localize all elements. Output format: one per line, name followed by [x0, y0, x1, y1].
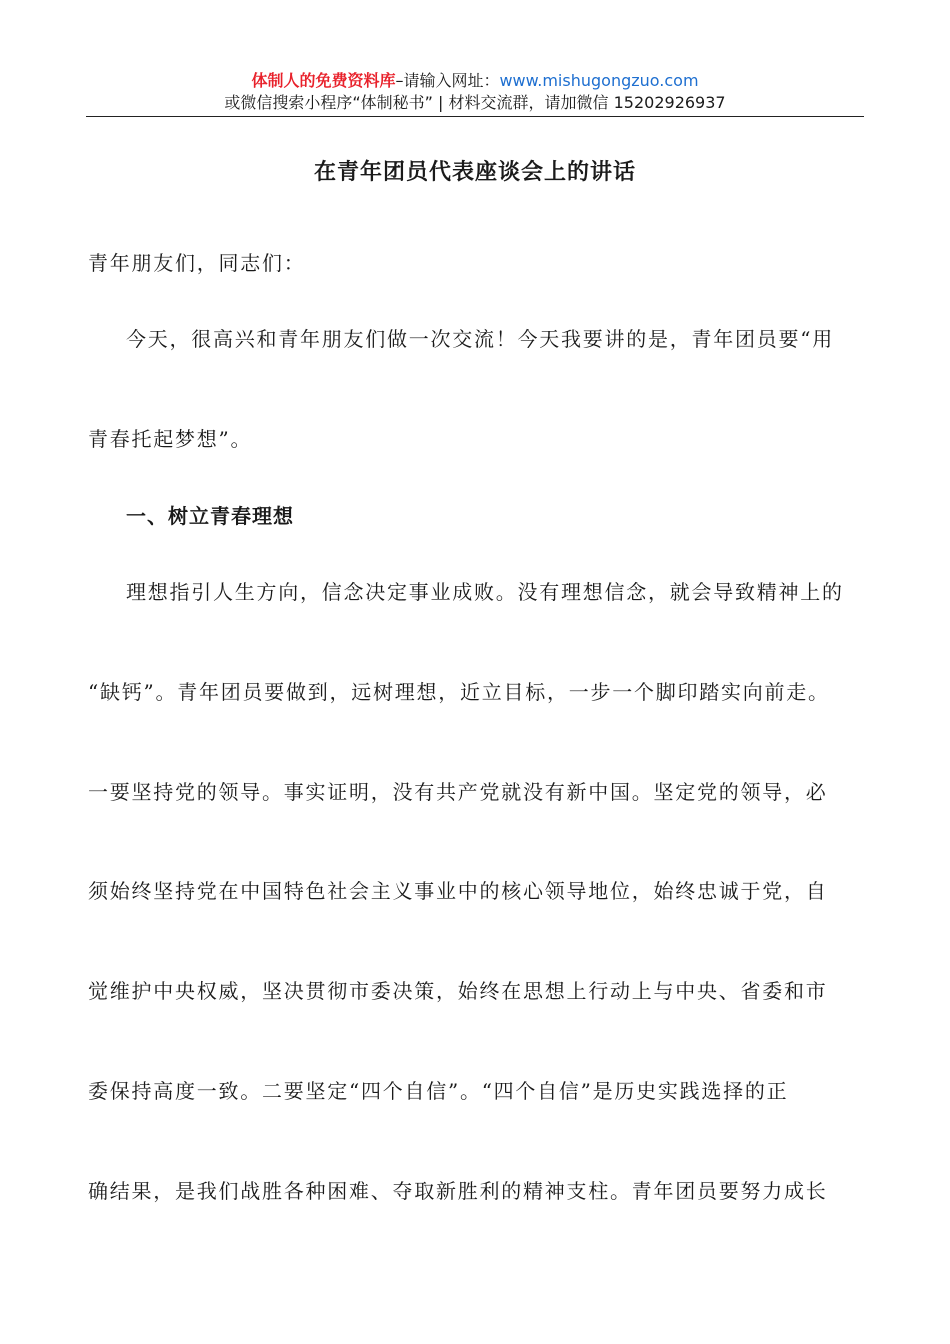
paragraph-line: 一要坚持党的领导。事实证明，没有共产党就没有新中国。坚定党的领导，必: [88, 780, 828, 804]
paragraph-line: 今天，很高兴和青年朋友们做一次交流！今天我要讲的是，青年团员要“用: [126, 327, 834, 351]
website-link[interactable]: www.mishugongzuo.com: [499, 71, 699, 90]
brand-name: 体制人的免费资料库: [251, 71, 396, 90]
paragraph-line: 委保持高度一致。二要坚定“四个自信”。“四个自信”是历史实践选择的正: [88, 1079, 789, 1103]
paragraph-line: 青春托起梦想”。: [88, 427, 253, 451]
header-line-2: 或微信搜索小程序“体制秘书” | 材料交流群，请加微信 15202926937: [224, 93, 726, 112]
document-title: 在青年团员代表座谈会上的讲话: [313, 159, 636, 185]
paragraph-line: 理想指引人生方向，信念决定事业成败。没有理想信念，就会导致精神上的: [126, 580, 844, 604]
section-heading: 一、树立青春理想: [126, 504, 294, 528]
paragraph-line: 觉维护中央权威，坚决贯彻市委决策，始终在思想上行动上与中央、省委和市: [88, 979, 828, 1003]
header-divider: [86, 116, 864, 117]
url-prompt: –请输入网址：: [395, 71, 500, 90]
paragraph-line: 须始终坚持党在中国特色社会主义事业中的核心领导地位，始终忠诚于党，自: [88, 879, 828, 903]
paragraph-line: “缺钙”。青年团员要做到，远树理想，近立目标，一步一个脚印踏实向前走。: [88, 680, 830, 704]
header-line-1: [86, 70, 864, 92]
paragraph-line: 确结果，是我们战胜各种困难、夺取新胜利的精神支柱。青年团员要努力成长: [88, 1179, 828, 1203]
page-header: [86, 70, 864, 114]
greeting: 青年朋友们，同志们：: [88, 251, 306, 275]
